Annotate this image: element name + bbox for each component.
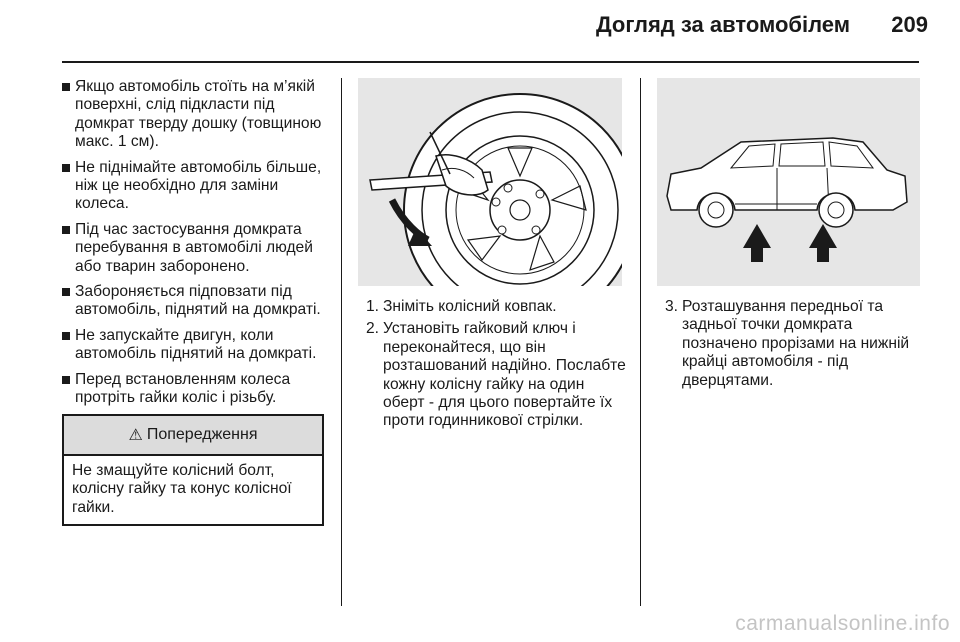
warning-text: Не змащуйте колісний болт, колісну гайку та конус колісної гайки. [72, 462, 292, 516]
step-number: 1. [366, 298, 380, 315]
square-bullet-icon [62, 332, 70, 340]
safety-bullet-list [62, 78, 324, 408]
square-bullet-icon [62, 83, 70, 91]
list-item [62, 327, 324, 364]
square-bullet-icon [62, 164, 70, 172]
step-text: Зніміть колісний ковпак. [383, 298, 557, 315]
list-item [62, 221, 324, 276]
page-number: 209 [891, 12, 928, 37]
safety-bullets-column [62, 78, 324, 415]
bullet-text: Перед встановленням колеса протріть гайки коліс і різьбу. [75, 370, 291, 407]
header-rule [62, 61, 919, 63]
column-divider [341, 78, 342, 606]
page-title: Догляд за автомобілем [595, 12, 850, 37]
wheel-wrench-illustration [358, 78, 622, 286]
step-number: 3. [665, 298, 679, 315]
list-item [62, 371, 324, 408]
list-item [366, 320, 626, 430]
list-item [366, 298, 626, 316]
warning-title: Попередження [146, 426, 258, 443]
list-item [62, 283, 324, 320]
steps-column-2 [366, 298, 626, 435]
step-text: Установіть гайковий ключ і переконайтеся, що він розташований надійно. Послабте кожну колісну гайку на один оберт - для цього повертайте їх проти годинникової стрілки. [383, 320, 626, 430]
bullet-text: Забороняється підповзати під автомобіль, піднятий на домкраті. [75, 283, 321, 319]
bullet-text: Під час застосування домкрата перебування в автомобілі людей або тварин заборонено. [75, 220, 313, 275]
list-item [62, 78, 324, 152]
bullet-text: Не запускайте двигун, коли автомобіль піднятий на домкраті. [75, 326, 317, 363]
warning-box [62, 414, 324, 526]
step-text: Розташування передньої та задньої точки домкрата позначено прорізами на нижній крайці автомобіля - під дверцятами. [682, 298, 910, 389]
list-item [665, 298, 925, 390]
watermark: carmanualsonline.info [735, 612, 950, 635]
steps-column-3 [665, 298, 925, 394]
warning-triangle-icon: ⚠ [128, 427, 143, 444]
bullet-text: Не піднімайте автомобіль більше, ніж це необхідно для заміни колеса. [75, 158, 322, 213]
car-jack-points-illustration-svg [657, 78, 920, 286]
square-bullet-icon [62, 288, 70, 296]
bullet-text: Якщо автомобіль стоїть на м’якій поверхні, слід підкласти під домкрат тверду дошку (товщиною макс. 1 см). [75, 78, 322, 151]
warning-header [64, 416, 322, 456]
car-jack-points-illustration [657, 78, 920, 286]
column-divider [640, 78, 641, 606]
step-number: 2. [366, 320, 380, 338]
square-bullet-icon [62, 226, 70, 234]
list-item [62, 159, 324, 214]
wheel-wrench-illustration-svg [358, 78, 622, 286]
square-bullet-icon [62, 376, 70, 384]
